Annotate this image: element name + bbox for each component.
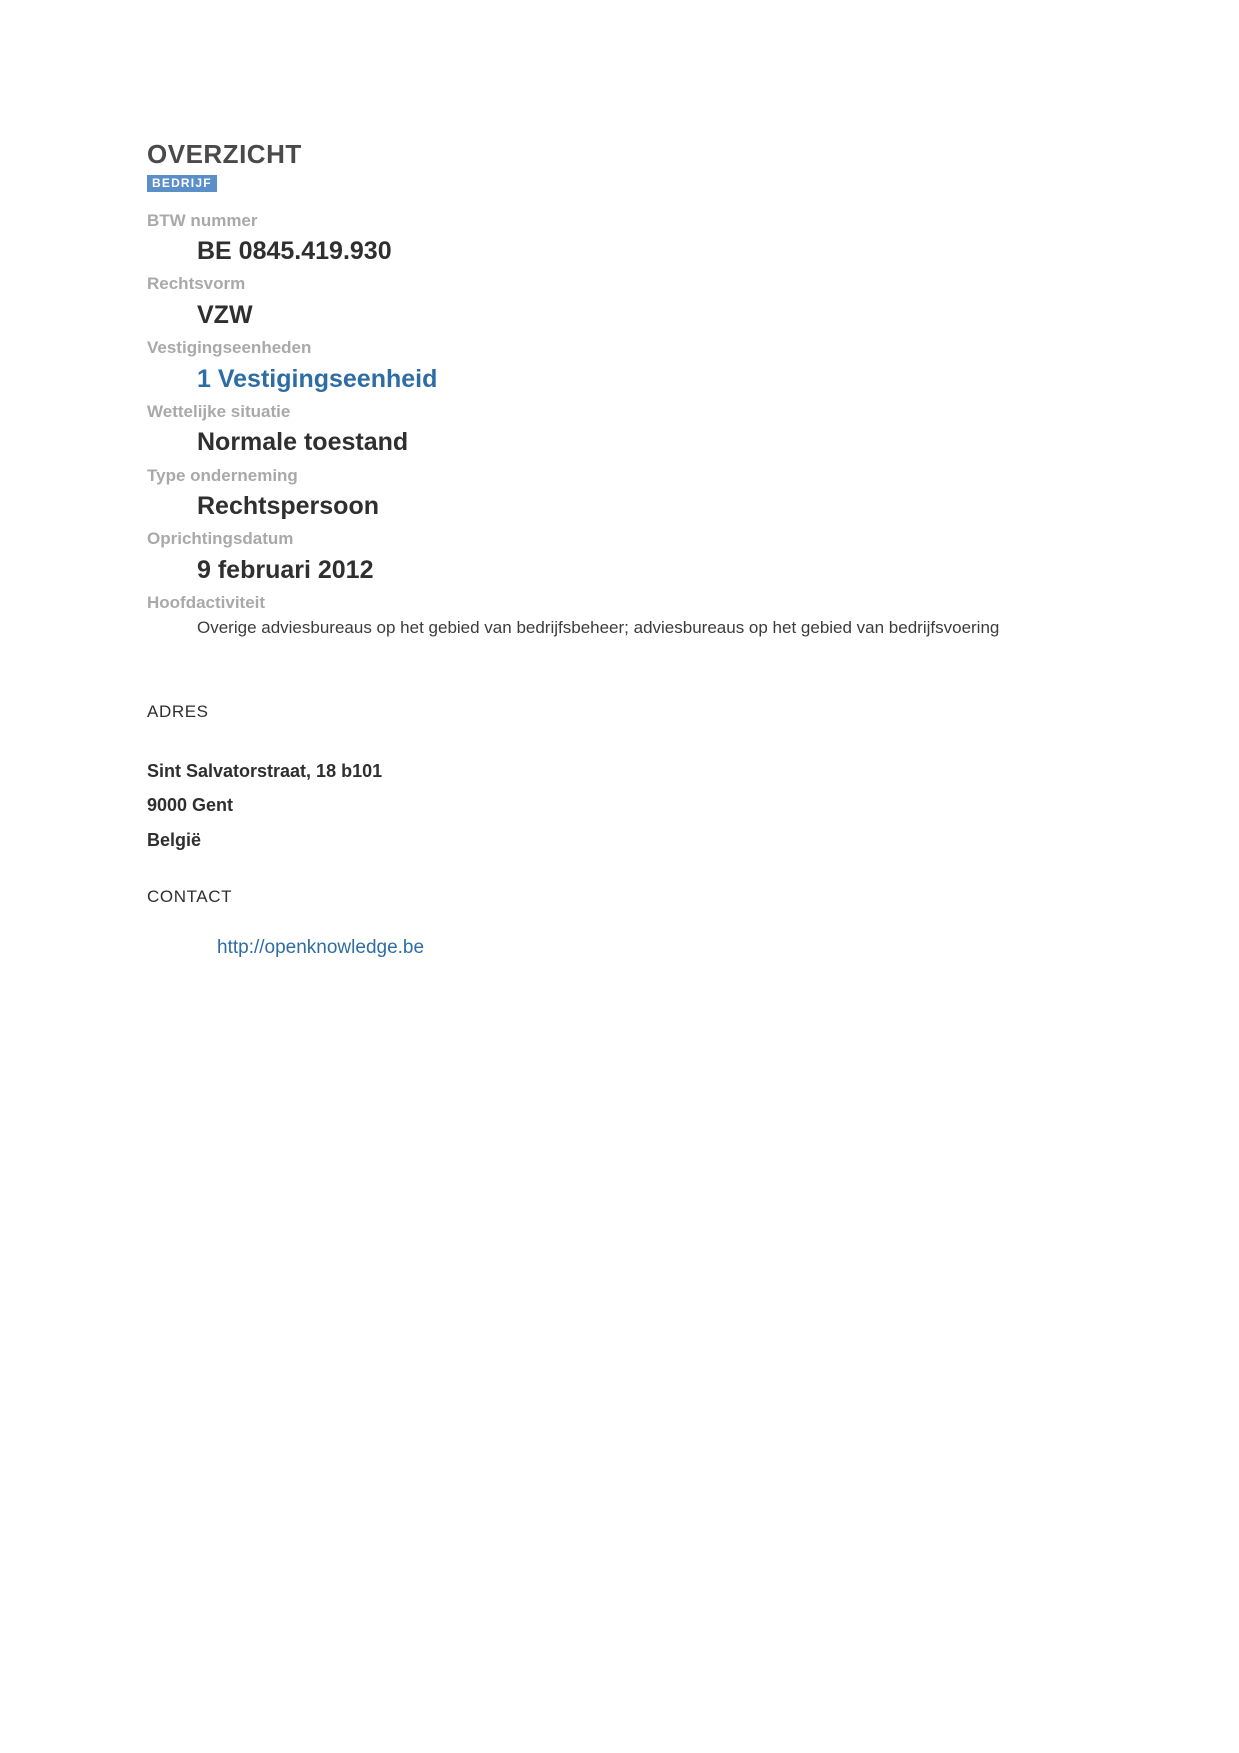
field-value-vestigingseenheden[interactable]: 1 Vestigingseenheid	[197, 364, 438, 393]
field-vestigingseenheden	[147, 335, 1097, 397]
field-oprichtingsdatum	[147, 526, 1097, 588]
field-value-rechtsvorm: VZW	[197, 300, 253, 329]
field-label: Hoofdactiviteit	[147, 593, 266, 613]
address-line-country: België	[147, 829, 202, 850]
field-label: Wettelijke situatie	[147, 401, 291, 421]
field-value-type-onderneming: Rechtspersoon	[197, 492, 379, 521]
page-title: OVERZICHT	[147, 139, 302, 169]
field-label: Rechtsvorm	[147, 274, 246, 294]
field-type-onderneming	[147, 463, 1097, 525]
field-btw-nummer	[147, 208, 1097, 270]
field-label: Type onderneming	[147, 465, 298, 485]
address-line-street: Sint Salvatorstraat, 18 b101	[147, 761, 383, 782]
contact-website-link[interactable]: http://openknowledge.be	[217, 936, 425, 958]
field-value-btw-nummer: BE 0845.419.930	[197, 237, 392, 266]
field-rechtsvorm	[147, 271, 1097, 333]
overview-header	[147, 140, 1097, 192]
contact-heading: CONTACT	[147, 886, 233, 906]
address-line-city: 9000 Gent	[147, 795, 234, 816]
field-label: Vestigingseenheden	[147, 338, 312, 358]
address-heading: ADRES	[147, 702, 209, 722]
field-value-oprichtingsdatum: 9 februari 2012	[197, 555, 374, 584]
field-label: Oprichtingsdatum	[147, 529, 294, 549]
field-wettelijke-situatie	[147, 399, 1097, 461]
address-block	[147, 754, 1097, 857]
field-value-wettelijke-situatie: Normale toestand	[197, 428, 409, 457]
field-label: BTW nummer	[147, 210, 258, 230]
company-fields	[147, 208, 1097, 641]
field-hoofdactiviteit	[147, 590, 1097, 640]
overview-content	[147, 140, 1097, 959]
company-badge: BEDRIJF	[147, 175, 217, 192]
field-value-hoofdactiviteit: Overige adviesbureaus op het gebied van bedrijfsbeheer; adviesbureaus op het gebied van bedrijfsvoering	[197, 617, 1000, 637]
